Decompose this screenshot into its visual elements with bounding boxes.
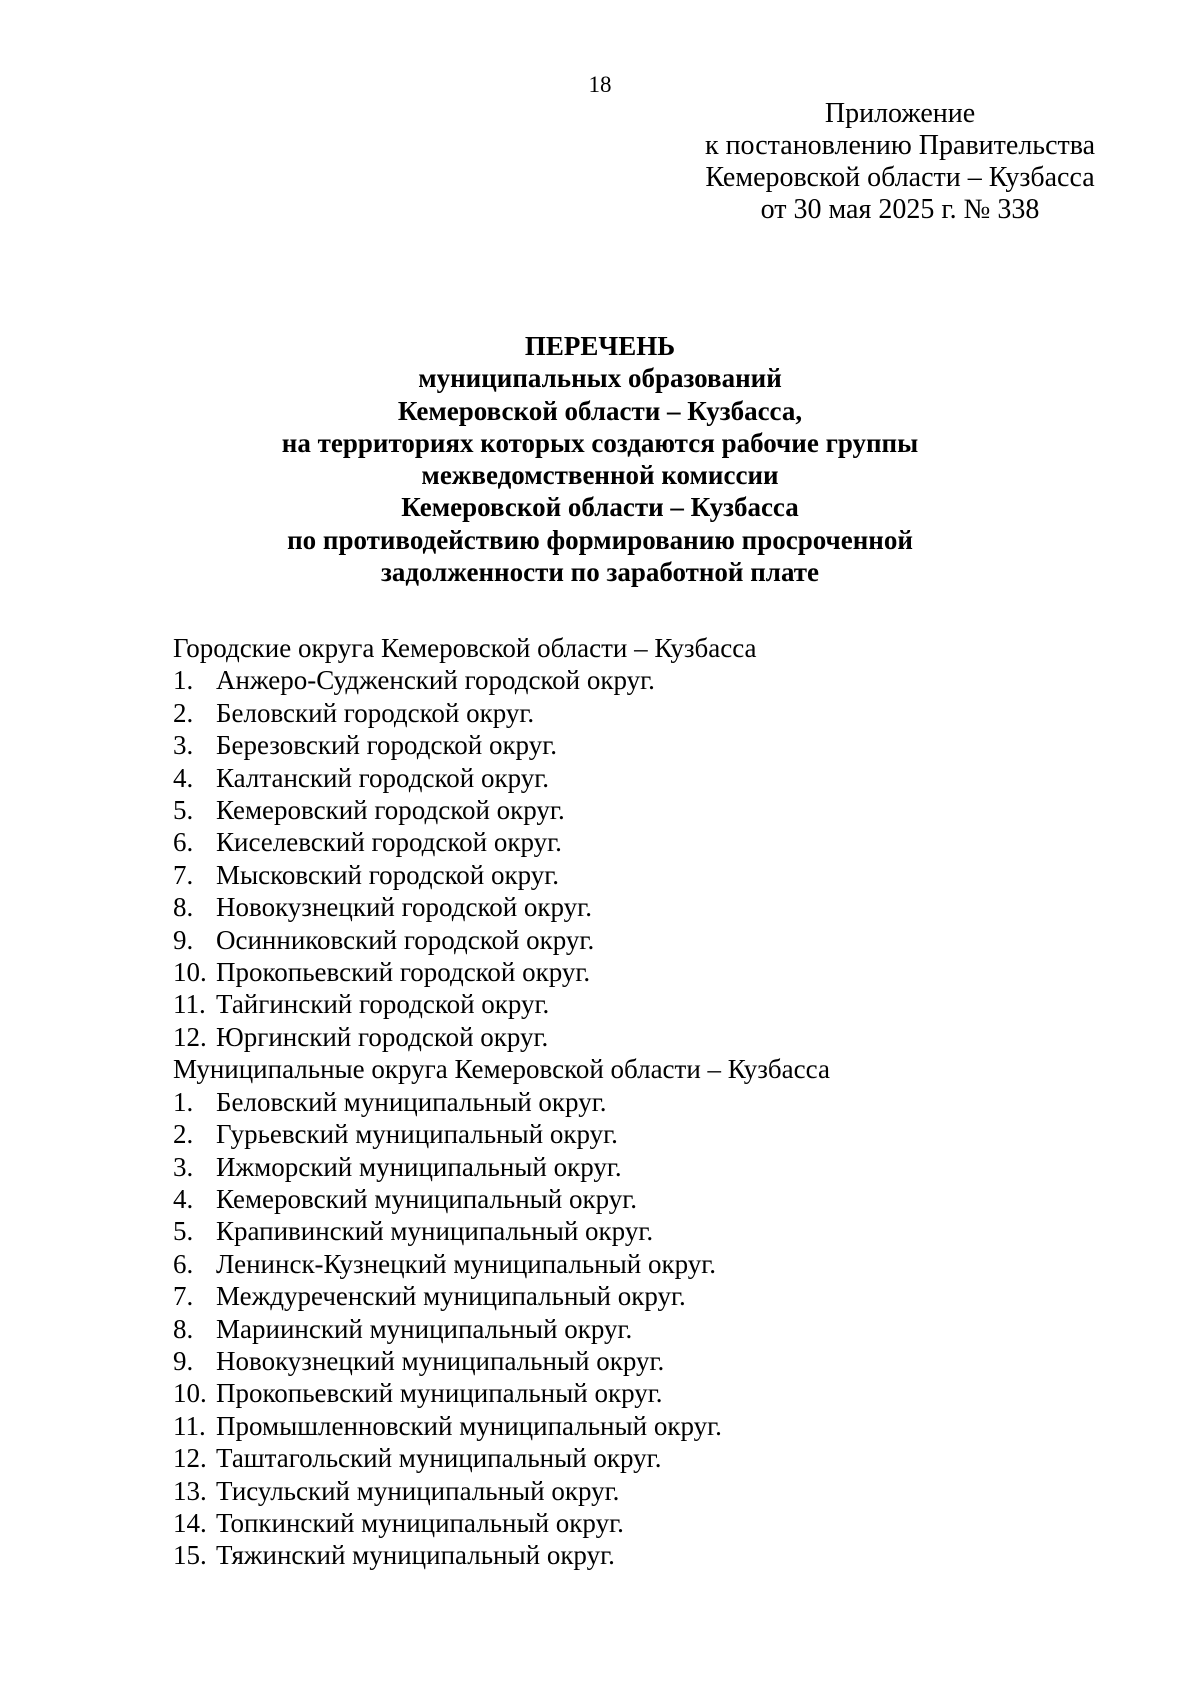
list-item-number: 5. [173, 795, 194, 826]
heading-line: муниципальных образований [418, 363, 782, 394]
list-item-text: Беловский муниципальный округ. [216, 1086, 607, 1117]
page-number: 18 [588, 72, 612, 97]
list-item [173, 729, 1073, 761]
list-item-text: Прокопьевский муниципальный округ. [216, 1378, 663, 1409]
list-item-number: 1. [173, 665, 194, 696]
section-title: Муниципальные округа Кемеровской области – Кузбасса [173, 1054, 830, 1085]
list-item-number: 2. [173, 1119, 194, 1150]
list-item-number: 2. [173, 697, 194, 728]
list-item-number: 8. [173, 892, 194, 923]
list-item-number: 1. [173, 1086, 194, 1117]
heading-line: по противодействию формированию просроченной [287, 524, 913, 555]
list-item [173, 1539, 1073, 1571]
list-item-number: 15. [173, 1540, 207, 1571]
list-item-text: Топкинский муниципальный округ. [216, 1507, 624, 1538]
list-item [173, 1118, 1073, 1150]
list-item-text: Калтанский городской округ. [216, 762, 549, 793]
list-item [173, 1021, 1073, 1053]
list-item [173, 794, 1073, 826]
list-item [173, 697, 1073, 729]
list-item [173, 1442, 1073, 1474]
list-item [173, 924, 1073, 956]
list-item-number: 9. [173, 924, 194, 955]
list-item-number: 14. [173, 1507, 207, 1538]
appendix-line: к постановлению Правительства [704, 130, 1096, 161]
appendix-line: Кемеровской области – Кузбасса [705, 162, 1095, 193]
list-item-text: Беловский городской округ. [216, 697, 535, 728]
list-item-text: Новокузнецкий муниципальный округ. [216, 1345, 665, 1376]
list-item-text: Тяжинский муниципальный округ. [216, 1540, 615, 1571]
list-item-text: Кемеровский муниципальный округ. [216, 1183, 638, 1214]
list-item [173, 988, 1073, 1020]
appendix-header [690, 98, 1110, 226]
list-item-number: 13. [173, 1475, 207, 1506]
list-item-number: 11. [173, 1410, 206, 1441]
document-heading [200, 330, 1000, 588]
list-item-number: 5. [173, 1216, 194, 1247]
list-item [173, 1507, 1073, 1539]
section-title: Городские округа Кемеровской области – Кузбасса [173, 633, 757, 663]
list-item-number: 3. [173, 730, 194, 761]
heading-line: Кемеровской области – Кузбасса, [397, 395, 803, 426]
list-item-text: Киселевский городской округ. [216, 827, 562, 858]
list-item [173, 1475, 1073, 1507]
heading-line: задолженности по заработной плате [380, 557, 819, 588]
document-body [173, 632, 1073, 1572]
list-item [173, 762, 1073, 794]
heading-line: ПЕРЕЧЕНЬ [524, 331, 676, 361]
list-item [173, 826, 1073, 858]
list-item-number: 9. [173, 1345, 194, 1376]
list-item-text: Междуреченский муниципальный округ. [216, 1281, 686, 1312]
list-item-text: Промышленновский муниципальный округ. [216, 1410, 722, 1441]
list-item-text: Кемеровский городской округ. [216, 795, 565, 826]
list-item [173, 664, 1073, 696]
list-item-text: Прокопьевский городской округ. [216, 957, 591, 988]
list-item-text: Тайгинский городской округ. [216, 989, 550, 1020]
list-item [173, 1215, 1073, 1247]
list-item-number: 4. [173, 762, 194, 793]
list-item [173, 1377, 1073, 1409]
list-item [173, 1183, 1073, 1215]
list-item-text: Ижморский муниципальный округ. [216, 1151, 622, 1182]
heading-line: на территориях которых создаются рабочие группы [281, 427, 919, 458]
list-item-number: 6. [173, 827, 194, 858]
list-item-text: Крапивинский муниципальный округ. [216, 1216, 654, 1247]
list-item-text: Юргинский городской округ. [216, 1021, 549, 1052]
list-item-number: 7. [173, 859, 194, 890]
list-item-number: 12. [173, 1443, 207, 1474]
heading-line: Кемеровской области – Кузбасса [401, 492, 799, 523]
list-item-number: 11. [173, 989, 206, 1020]
list-item [173, 1151, 1073, 1183]
list-item-number: 6. [173, 1248, 194, 1279]
appendix-line: Приложение [824, 98, 976, 129]
list-item [173, 1280, 1073, 1312]
list-item [173, 956, 1073, 988]
list-item [173, 1345, 1073, 1377]
list-item [173, 1313, 1073, 1345]
list-item-text: Тисульский муниципальный округ. [216, 1475, 620, 1506]
list-item [173, 1410, 1073, 1442]
list-item-text: Гурьевский муниципальный округ. [216, 1119, 618, 1150]
list-item-text: Анжеро-Судженский городской округ. [216, 665, 655, 696]
list-item-number: 10. [173, 957, 207, 988]
list-item-text: Новокузнецкий городской округ. [216, 892, 592, 923]
list-item-number: 10. [173, 1378, 207, 1409]
list-item-number: 7. [173, 1281, 194, 1312]
list-item-text: Березовский городской округ. [216, 730, 557, 761]
list-item-number: 4. [173, 1183, 194, 1214]
list-item [173, 1248, 1073, 1280]
list-item [173, 1086, 1073, 1118]
list-item [173, 891, 1073, 923]
list-item-text: Мысковский городской округ. [216, 859, 560, 890]
list-item-number: 8. [173, 1313, 194, 1344]
appendix-line: от 30 мая 2025 г. № 338 [760, 194, 1040, 225]
heading-line: межведомственной комиссии [421, 460, 779, 491]
list-item-number: 3. [173, 1151, 194, 1182]
list-item-text: Осинниковский городской округ. [216, 924, 595, 955]
list-item-text: Таштагольский муниципальный округ. [216, 1443, 662, 1474]
list-item [173, 859, 1073, 891]
list-item-number: 12. [173, 1021, 207, 1052]
list-item-text: Мариинский муниципальный округ. [216, 1313, 633, 1344]
list-item-text: Ленинск-Кузнецкий муниципальный округ. [216, 1248, 717, 1279]
